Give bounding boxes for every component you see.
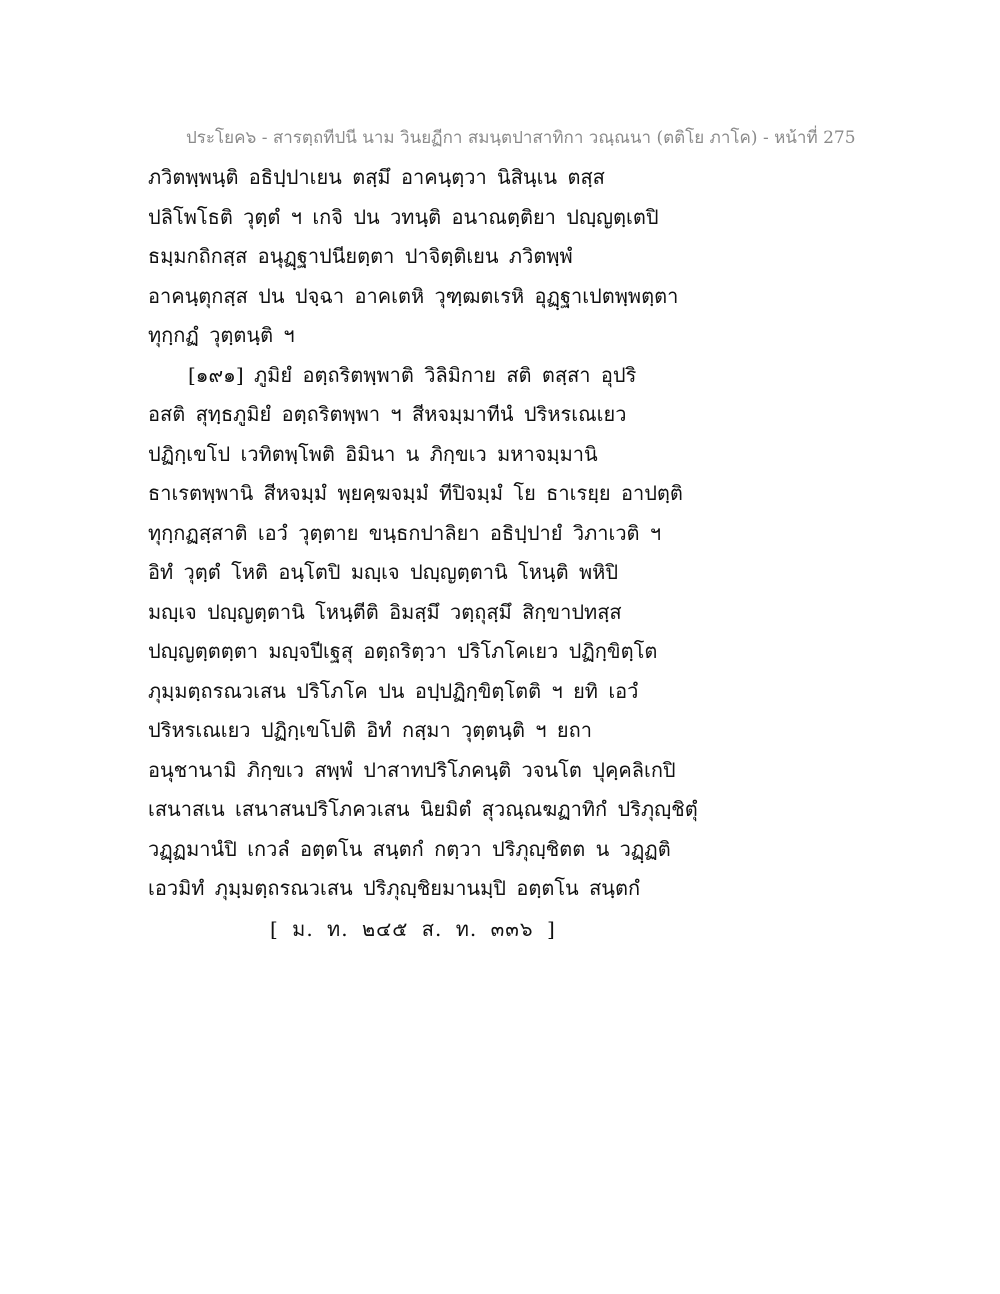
text-line: เอวมิทํ ภุมฺมตฺถรณวเสน ปริภุญฺชิยมานมฺปิ อตฺตโน สนฺตกํ — [148, 876, 641, 900]
running-header: ประโยค๖ - สารตฺถทีปนี นาม วินยฏีกา สมนฺตปาสาทิกา วณฺณนา (ตติโย ภาโค) - หน้าที่ 275 — [186, 128, 856, 148]
body-text — [148, 158, 708, 909]
text-line: ทุกฺกฏํ วุตฺตนฺติ ฯ — [148, 323, 295, 347]
text-line: อาคนฺตุกสฺส ปน ปจฺฉา อาคเตหิ วุฑฺฒตเรหิ อุฏฺฐาเปตพฺพตฺตา — [148, 283, 679, 308]
text-line: ทุกฺกฏสฺสาติ เอวํ วุตฺตาย ขนฺธกปาลิยา อธิปฺปายํ วิภาเวติ ฯ — [148, 520, 662, 545]
text-line: ปริหรเณเยว ปฏิกฺเขโปติ อิทํ กสฺมา วุตฺตนฺติ ฯ ยถา — [148, 718, 592, 742]
text-line: ภวิตพฺพนฺติ อธิปฺปาเยน ตสฺมึ อาคนฺตฺวา นิสินฺเน ตสฺส — [148, 165, 605, 189]
text-line: ภุมฺมตฺถรณวเสน ปริโภโค ปน อปฺปฏิกฺขิตฺโตติ ฯ ยทิ เอวํ — [148, 678, 639, 703]
text-line: ปลิโพโธติ วุตฺตํ ฯ เกจิ ปน วทนฺติ อนาณตฺติยา ปญฺญตฺเตปิ — [148, 204, 659, 229]
paragraph-start-line: [๑๙๑] ภูมิยํ อตฺถริตพฺพาติ วิลิมิกาย สติ ตสฺสา อุปริ — [188, 362, 637, 387]
text-line: เสนาสเน เสนาสนปริโภควเสน นิยมิตํ สุวณฺณฆฏาทิกํ ปริภุญฺชิตุํ — [148, 797, 698, 821]
text-line: ธมฺมกถิกสฺส อนุฏฺฐาปนียตฺตา ปาจิตฺติเยน ภวิตพฺพํ — [148, 244, 573, 268]
text-line: ปฏิกฺเขโป เวทิตพฺโพติ อิมินา น ภิกฺขเว มหาจมฺมานิ — [148, 441, 598, 466]
text-line: อสติ สุทฺธภูมิยํ อตฺถริตพฺพา ฯ สีหจมฺมาทีนํ ปริหรเณเยว — [148, 402, 627, 426]
text-line: ปญฺญตฺตตฺตา มญฺจปีเฐสุ อตฺถริตฺวา ปริโภโคเยว ปฏิกฺขิตฺโต — [148, 639, 658, 663]
text-line: อิทํ วุตฺตํ โหติ อนฺโตปิ มญฺเจ ปญฺญตฺตานิ โหนฺติ พหิปิ — [148, 560, 619, 584]
page-reference: [ ม. ท. ๒๔๕ ส. ท. ๓๓๖ ] — [270, 917, 556, 941]
text-line: มญฺเจ ปญฺญตฺตานิ โหนฺตีติ อิมสฺมึ วตฺถุสฺมึ สิกฺขาปทสฺส — [148, 599, 622, 624]
text-line: อนุชานามิ ภิกฺขเว สพฺพํ ปาสาทปริโภคนฺติ วจนโต ปุคฺคลิเกปิ — [148, 757, 676, 782]
text-line: ธาเรตพฺพานิ สีหจมฺมํ พฺยคฺฆจมฺมํ ทีปิจมฺมํ โย ธาเรยฺย อาปตฺติ — [148, 481, 683, 505]
text-line: วฏฺฏมานํปิ เกวลํ อตฺตโน สนฺตกํ กตฺวา ปริภุญฺชิตต น วฏฺฏติ — [148, 836, 671, 861]
